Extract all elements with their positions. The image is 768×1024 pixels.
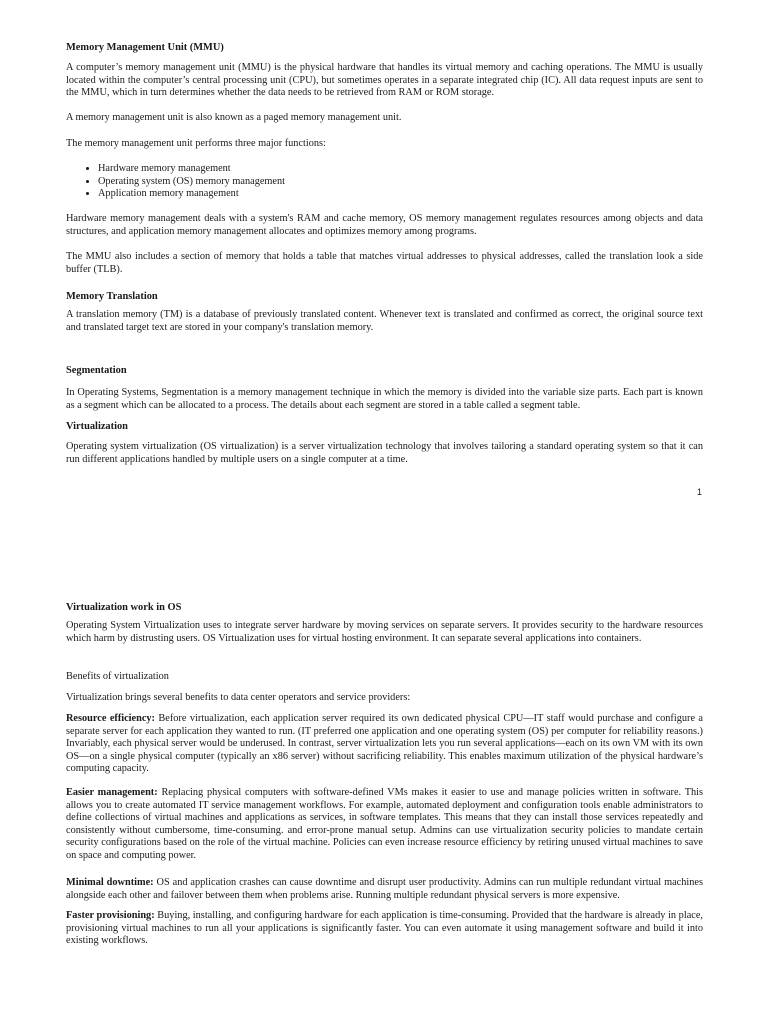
benefit-lead: Resource efficiency: bbox=[66, 713, 155, 724]
page-number: 1 bbox=[697, 487, 703, 497]
benefit-lead: Faster provisioning: bbox=[66, 910, 155, 921]
benefit-faster-provisioning bbox=[66, 910, 703, 948]
mmu-paragraph-5: The MMU also includes a section of memory that holds a table that matches virtual addresses to physical addresses, called the translation look a side buffer (TLB). bbox=[66, 251, 703, 275]
benefits-intro: Virtualization brings several benefits to data center operators and service providers: bbox=[66, 692, 411, 703]
list-item: • Hardware memory management bbox=[98, 163, 735, 176]
benefit-minimal-downtime bbox=[66, 877, 703, 902]
mmu-paragraph-3: The memory management unit performs three major functions: bbox=[66, 138, 326, 149]
segmentation-paragraph: In Operating Systems, Segmentation is a memory management technique in which the memory is divided into the variable size parts. Each part is known as a segment which can be allocated to a process. The details about each segment are stored in a table called a segment table. bbox=[66, 387, 703, 411]
virtualization-work-paragraph: Operating System Virtualization uses to integrate server hardware by moving services on separate servers. It provides security to the hardware resources which harm by distrusting users. OS Virtualization uses for virtual hosting environment. It can separate several applications into containers. bbox=[66, 620, 703, 644]
virtualization-heading: Virtualization bbox=[66, 421, 128, 432]
memory-translation-paragraph: A translation memory (TM) is a database of previously translated content. Whenever text is translated and confirmed as correct, the original source text and translated target text are stored in your company's translation memory. bbox=[66, 309, 703, 333]
segmentation-heading: Segmentation bbox=[66, 365, 127, 376]
benefit-text: Replacing physical computers with software-defined VMs makes it easier to use and manage policies written in software. This allows you to create automated IT service management workflows. For example, automated deployment and configuration tools enable administrators to define collections of virtual machines and applications as services, in software templates. This means that they can install those services repeatedly and consistently without cumbersome, time-consuming. and error-prone manual setup. Admins can use virtualization security policies to mandate certain security configurations based on the role of the virtual machine. Policies can even increase resource efficiency by retiring unused virtual machines to save on space and computing power. bbox=[66, 787, 704, 861]
benefit-text: Buying, installing, and configuring hardware for each application is time-consuming. Provided that the hardware is already in place, provisioning virtual machines to run all your applications is significantly faster. You can even automate it using management software and build it into existing workflows. bbox=[66, 910, 703, 947]
virtualization-work-heading: Virtualization work in OS bbox=[66, 602, 182, 613]
benefit-text: OS and application crashes can cause downtime and disrupt user productivity. Admins can run multiple redundant virtual machines alongside each other and failover between them when problems arise. Running multiple redundant physical servers is more expensive. bbox=[66, 877, 703, 901]
benefit-lead: Easier management: bbox=[66, 787, 158, 798]
list-item: • Operating system (OS) memory management bbox=[98, 176, 735, 189]
benefit-text: Before virtualization, each application server required its own dedicated physical CPU—IT staff would purchase and configure a separate server for each application they wanted to run. (IT preferred one application and one operating system (OS) per computer for reliability reasons.) Invariably, each physical server would be underused. In contrast, server virtualization lets you run several applications—each on its own VM with its own OS—on a single physical computer (typically an x86 server) without sacrificing reliability. This enables maximum utilization of the physical hardware’s computing capacity. bbox=[66, 713, 704, 775]
mmu-paragraph-1: A computer’s memory management unit (MMU) is the physical hardware that handles its virtual memory and caching operations. The MMU is usually located within the computer’s central processing unit (CPU), but sometimes operates in a separate integrated chip (IC). All data request inputs are sent to the MMU, which in turn determines whether the data needs to be retrieved from RAM or ROM storage. bbox=[66, 62, 703, 99]
mmu-paragraph-4: Hardware memory management deals with a system's RAM and cache memory, OS memory management regulates resources among objects and data structures, and application memory management allocates and optimizes memory among programs. bbox=[66, 213, 703, 237]
benefits-label: Benefits of virtualization bbox=[66, 671, 169, 682]
benefit-resource-efficiency bbox=[66, 713, 703, 776]
memory-translation-heading: Memory Translation bbox=[66, 291, 158, 302]
mmu-heading: Memory Management Unit (MMU) bbox=[66, 42, 224, 53]
mmu-functions-list bbox=[66, 163, 735, 201]
list-item: • Application memory management bbox=[98, 188, 735, 201]
benefit-lead: Minimal downtime: bbox=[66, 877, 154, 888]
benefit-easier-management bbox=[66, 787, 703, 863]
mmu-paragraph-2: A memory management unit is also known as a paged memory management unit. bbox=[66, 112, 402, 123]
virtualization-paragraph: Operating system virtualization (OS virtualization) is a server virtualization technology that involves tailoring a standard operating system so that it can run different applications handled by multiple users on a single computer at a time. bbox=[66, 441, 703, 465]
